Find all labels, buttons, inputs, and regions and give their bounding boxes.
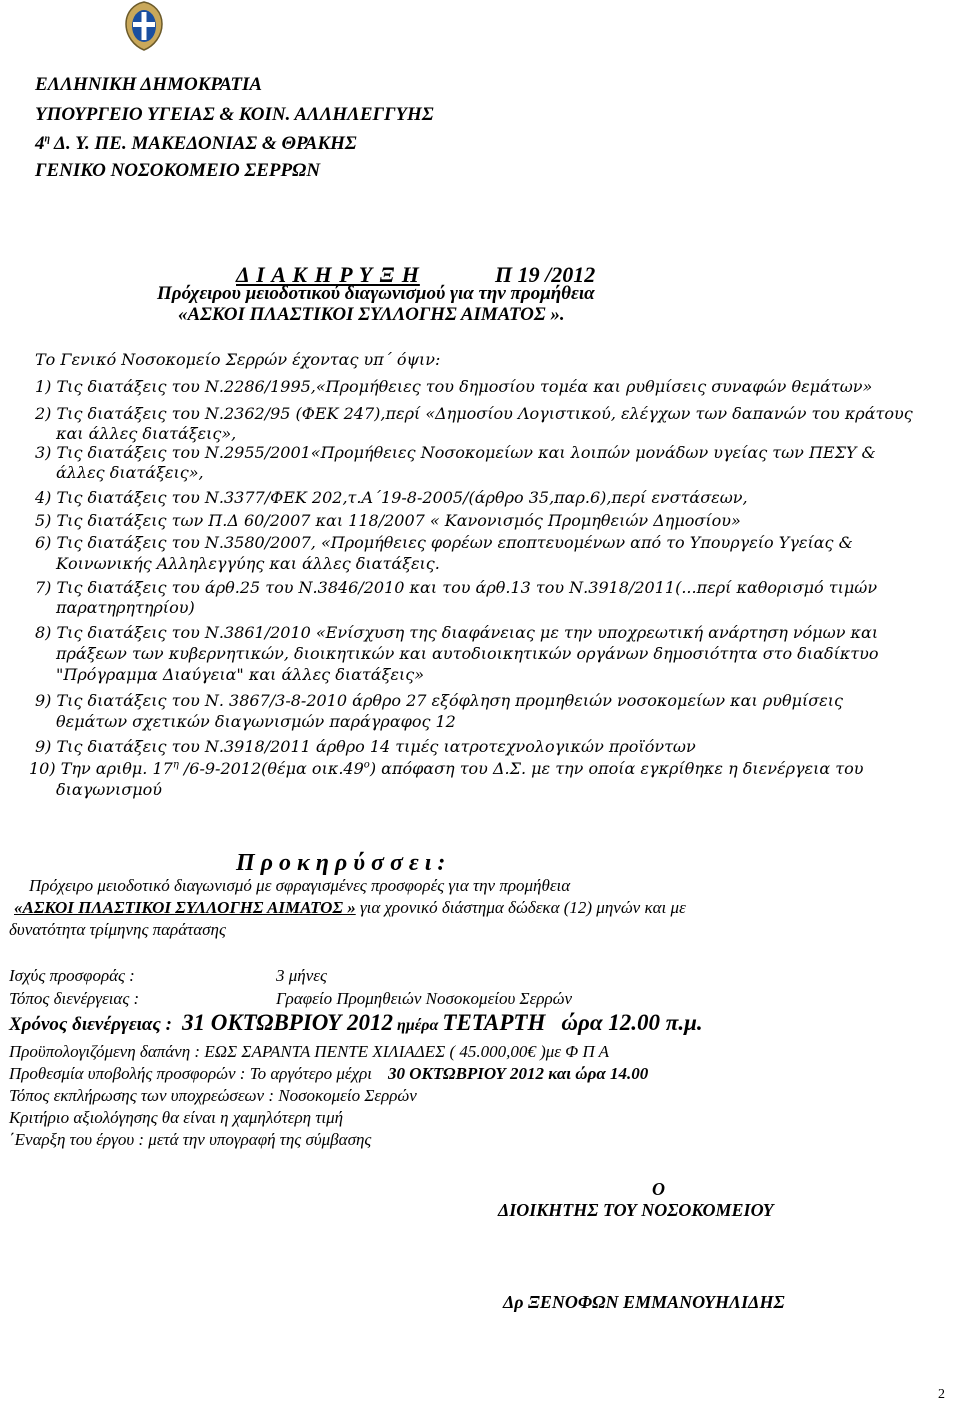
deadline-row: Προθεσμία υποβολής προσφορών : Το αργότερο μέχρι 30 ΟΚΤΩΒΡΙΟΥ 2012 και ώρα 14.00 — [9, 1064, 649, 1083]
provision-1: 1) Τις διατάξεις του Ν.2286/1995,«Προμήθειες του δημοσίου τομέα και ρυθμίσεις συναφών θεμάτων» — [35, 377, 873, 396]
announce-line3: δυνατότητα τρίμηνης παράτασης — [9, 920, 226, 939]
header-republic: ΕΛΛΗΝΙΚΗ ΔΗΜΟΚΡΑΤΙΑ — [35, 74, 263, 95]
signature-title: ΔΙΟΙΚΗΤΗΣ ΤΟΥ ΝΟΣΟΚΟΜΕΙΟΥ — [498, 1200, 774, 1220]
subtitle-line1: Πρόχειρου μειοδοτικού διαγωνισμού για την προμήθεια — [157, 283, 595, 304]
provision-8-cont2: "Πρόγραμμα Διαύγεια" και άλλες διατάξεις» — [56, 665, 425, 684]
budget-text: Προϋπολογιζόμενη δαπάνη : ΕΩΣ ΣΑΡΑΝΤΑ ΠΕΝΤΕ ΧΙΛΙΑΔΕΣ ( 45.000,00€ )με Φ Π Α — [9, 1042, 610, 1061]
provision-2: 2) Τις διατάξεις του Ν.2362/95 (ΦΕΚ 247),περί «Δημοσίου Λογιστικού, ελέγχων των δαπανών του κράτους — [35, 404, 913, 423]
criterion-text: Κριτήριο αξιολόγησης θα είναι η χαμηλότερη τιμή — [9, 1108, 344, 1127]
provision-3: 3) Τις διατάξεις του Ν.2955/2001«Προμήθειες Νοσοκομείων και λοιπών μονάδων υγείας των ΠΕΣΥ & — [35, 443, 876, 462]
provision-10-cont: διαγωνισμού — [56, 780, 162, 799]
announce-line1: Πρόχειρο μειοδοτικό διαγωνισμό με σφραγισμένες προσφορές για την προμήθεια — [29, 876, 571, 895]
page-number: 2 — [938, 1387, 945, 1402]
provision-6-cont: Κοινωνικής Αλληλεγγύης και άλλες διατάξεις. — [56, 554, 440, 573]
provision-8-cont1: πράξεων των κυβερνητικών, διοικητικών και αυτοδιοικητικών οργάνων δημοσιότητα στο διαδίκτυο — [56, 644, 879, 663]
time-row: Χρόνος διενέργειας : 31 ΟΚΤΩΒΡΙΟΥ 2012 ημέρα ΤΕΤΑΡΤΗ ώρα 12.00 π.μ. — [9, 1010, 703, 1035]
provision-3-cont: άλλες διατάξεις», — [56, 463, 204, 482]
provision-8: 8) Τις διατάξεις του Ν.3861/2010 «Ενίσχυση της διαφάνειας με την υποχρεωτική ανάρτηση νόμων και — [35, 623, 879, 642]
validity-value: 3 μήνες — [276, 966, 327, 985]
delivery-text: Τόπος εκπλήρωσης των υποχρεώσεων : Νοσοκομείο Σερρών — [9, 1086, 417, 1105]
provision-4: 4) Τις διατάξεις του Ν.3377/ΦΕΚ 202,τ.Α΄19-8-2005/(άρθρο 35,παρ.6),περί ενστάσεων, — [35, 488, 748, 507]
coat-of-arms-icon — [120, 0, 168, 52]
start-text: ΄Εναρξη του έργου : μετά την υπογραφή της σύμβασης — [9, 1130, 372, 1149]
intro-text: Το Γενικό Νοσοκομείο Σερρών έχοντας υπ΄ όψιν: — [35, 350, 441, 369]
provision-5: 5) Τις διατάξεις των Π.Δ 60/2007 και 118/2007 « Κανονισμός Προμηθειών Δημοσίου» — [35, 511, 741, 530]
provision-9b: 9) Τις διατάξεις του Ν.3918/2011 άρθρο 14 τιμές ιατροτεχνολογικών προϊόντων — [35, 737, 696, 756]
signature-name: Δρ ΞΕΝΟΦΩΝ ΕΜΜΑΝΟΥΗΛΙΔΗΣ — [503, 1292, 785, 1312]
provision-2-cont: και άλλες διατάξεις», — [56, 424, 237, 443]
provision-9a-cont: θεμάτων σχετικών διαγωνισμών παράγραφος 12 — [56, 712, 456, 731]
declaration-number: Π 19 /2012 — [495, 262, 596, 287]
signature-o: Ο — [652, 1179, 665, 1199]
validity-label: Ισχύς προσφοράς : — [9, 966, 135, 985]
header-hospital: ΓΕΝΙΚΟ ΝΟΣΟΚΟΜΕΙΟ ΣΕΡΡΩΝ — [35, 160, 321, 181]
announce-line2: «ΑΣΚΟΙ ΠΛΑΣΤΙΚΟΙ ΣΥΛΛΟΓΗΣ ΑΙΜΑΤΟΣ » για χρονικό διάστημα δώδεκα (12) μηνών και με — [14, 898, 686, 917]
header-ministry: ΥΠΟΥΡΓΕΙΟ ΥΓΕΙΑΣ & ΚΟΙΝ. ΑΛΛΗΛΕΓΓΥΗΣ — [35, 104, 434, 125]
provision-9a: 9) Τις διατάξεις του Ν. 3867/3-8-2010 άρθρο 27 εξόφληση προμηθειών νοσοκομείων και ρυθμίσεις — [35, 691, 843, 710]
place-label: Τόπος διενέργειας : — [9, 989, 140, 1008]
place-value: Γραφείο Προμηθειών Νοσοκομείου Σερρών — [276, 989, 573, 1008]
announce-heading: Π ρ ο κ η ρ ύ σ σ ε ι : — [236, 850, 446, 876]
provision-10: 10) Την αριθμ. $17^\eta$ /6-9-2012(θέμα $o\iota\kappa.49^o$) απόφαση του Δ.Σ. με την οποία εγκρίθηκε η διενέργεια του — [29, 759, 864, 778]
header-region: $4^\eta$ Δ. Υ. ΠΕ. ΜΑΚΕΔΟΝΙΑΣ & ΘΡΑΚΗΣ — [35, 133, 357, 154]
provision-6: 6) Τις διατάξεις του Ν.3580/2007, «Προμήθειες φορέων εποπτευομένων από το Υπουργείο Υγείας & — [35, 533, 853, 552]
declaration-title: Δ Ι Α Κ Η Ρ Υ Ξ Η — [236, 262, 420, 287]
subtitle-line2: «ΑΣΚΟΙ ΠΛΑΣΤΙΚΟΙ ΣΥΛΛΟΓΗΣ ΑΙΜΑΤΟΣ ». — [178, 304, 565, 325]
provision-7: 7) Τις διατάξεις του άρθ.25 του Ν.3846/2010 και του άρθ.13 του Ν.3918/2011(...περί καθορισμό τιμών — [35, 578, 878, 597]
provision-7-cont: παρατηρητηρίου) — [56, 598, 195, 617]
